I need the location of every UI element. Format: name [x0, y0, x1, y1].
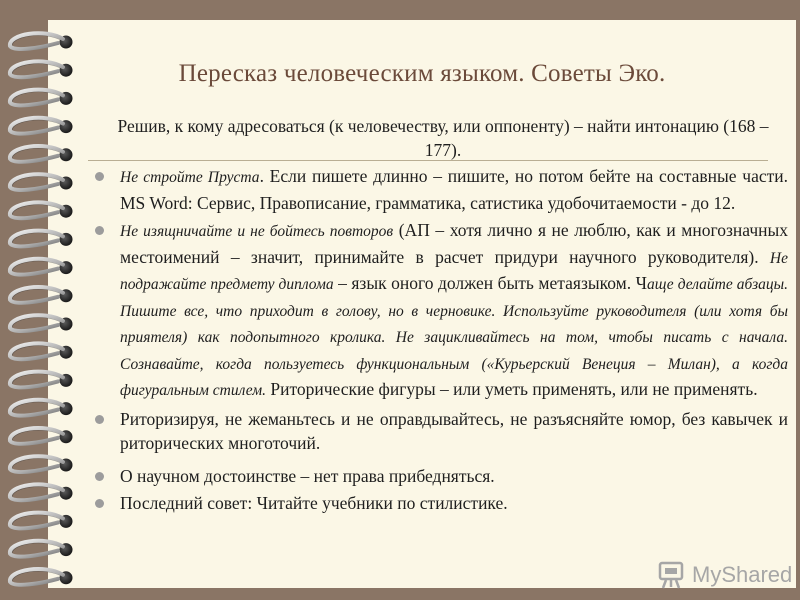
- spiral-ring: [10, 569, 73, 585]
- spiral-ring: [10, 202, 73, 218]
- item-text: Риторизируя, не жеманьтесь и не оправдывайтесь, не разъясняйте юмор, без кавычек и риторических многоточий.: [120, 408, 788, 453]
- item-text: Риторические фигуры – или уметь применять, или не применять.: [265, 379, 758, 399]
- item-text: (АП – хотя лично я не люблю, как и многозначных местоимений – значит, принимайте в расчет придури научного руководителя).: [120, 220, 789, 267]
- spiral-ring: [10, 343, 73, 359]
- bullet-icon: [95, 415, 104, 424]
- item-text: Последний совет: Читайте учебники по стилистике.: [120, 493, 508, 513]
- watermark-text: MyShared: [692, 562, 793, 587]
- myshared-logo-icon: [656, 560, 686, 590]
- spiral-ring: [10, 484, 73, 500]
- spiral-ring: [10, 118, 73, 134]
- slide-paper: [48, 20, 796, 588]
- spiral-ring: [10, 287, 73, 303]
- item-italic: аще делайте абзацы. Пишите все, что приходит в голову, но в черновике. Используйте руководителя (или хотя бы приятеля) как подопытного кролика. Не зацикливайтесь на том, чтобы писать с начала. Сознавайте, когда пользуетесь функциональным («Курьерский Венеция – Милан), а когда фигуральным стилем.: [120, 276, 788, 399]
- spiral-ring: [10, 61, 73, 77]
- item-text: О научном достоинстве – нет права прибедняться.: [120, 465, 495, 486]
- watermark: [656, 558, 800, 592]
- bullet-icon: [95, 172, 104, 181]
- spiral-ring: [10, 33, 73, 49]
- spiral-ring: [10, 315, 73, 331]
- slide-subtitle: Решив, к кому адресоваться (к человечеству, или оппоненту) – найти интонацию (168 – 177).: [117, 116, 769, 160]
- slide-title: Пересказ человеческим языком. Советы Эко.: [178, 60, 666, 87]
- list-item: [88, 464, 788, 489]
- spiral-ring: [10, 541, 73, 557]
- spiral-ring: [10, 513, 73, 529]
- bullet-icon: [95, 499, 104, 508]
- list-item: [88, 407, 788, 456]
- item-italic: Не изящничайте и не бойтесь повторов: [120, 223, 394, 240]
- spiral-ring: [10, 231, 73, 247]
- spiral-ring: [10, 428, 73, 444]
- divider: [88, 160, 768, 161]
- spiral-ring: [10, 372, 73, 388]
- list-item: [88, 218, 788, 404]
- bullet-icon: [95, 226, 104, 235]
- item-italic: Не подражайте предмету диплома: [120, 249, 788, 293]
- spiral-ring: [10, 174, 73, 190]
- bullet-icon: [95, 472, 104, 481]
- spiral-binding: [0, 0, 90, 600]
- list-item: [88, 164, 788, 215]
- spiral-ring: [10, 456, 73, 472]
- item-italic: Не стройте Пруста: [120, 169, 260, 186]
- spiral-ring: [10, 400, 73, 416]
- spiral-ring: [10, 259, 73, 275]
- spiral-ring: [10, 146, 73, 162]
- item-text: – язык оного должен быть метаязыком. Ч: [333, 273, 647, 293]
- bullet-list: [88, 164, 788, 519]
- list-item: [88, 491, 788, 516]
- item-text: . Если пишете длинно – пишите, но потом бейте на составные части. MS Word: Сервис, Правописание, грамматика, сатистика удобочитаемости - до 12.: [120, 166, 788, 213]
- spiral-ring: [10, 90, 73, 106]
